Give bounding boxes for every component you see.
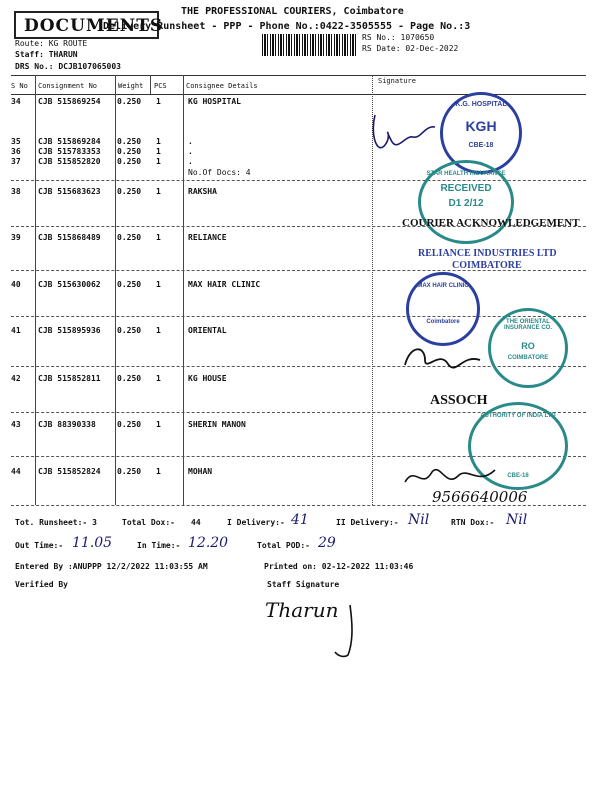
row-consignee: .: [188, 137, 193, 146]
staff-signature-stroke: [330, 600, 370, 660]
health-stamp-top: STAR HEALTH INSURANCE: [426, 171, 506, 177]
row-pcs: 1: [156, 97, 161, 106]
col-pcs: PCS: [154, 82, 167, 90]
row-consignee: .: [188, 157, 193, 166]
row-pcs: 1: [156, 233, 161, 242]
col-sno: S No: [11, 82, 28, 90]
kg-hospital-signature: [365, 95, 445, 165]
staff-signature: Tharun: [265, 598, 339, 622]
kgh-stamp-bottom: CBE-18: [468, 142, 494, 149]
total-dox-value: 44: [191, 518, 201, 527]
row-consignment: CJB 515852824: [38, 467, 101, 476]
oriental-stamp-line3: COIMBATORE: [507, 355, 549, 361]
row-pcs: 1: [156, 467, 161, 476]
row-pcs: 1: [156, 280, 161, 289]
row-sno: 44: [11, 467, 21, 476]
row-consignment: CJB 515869254: [38, 97, 101, 106]
col-consignee: Consignee Details: [186, 82, 258, 90]
table-header-rule: [11, 94, 586, 95]
row-weight: 0.250: [117, 420, 142, 429]
row-consignment: CJB 88390338: [38, 420, 96, 429]
rtn-dox-value: Nil: [506, 512, 528, 528]
route-label: Route: KG ROUTE: [15, 39, 88, 48]
row-consignee: .: [188, 147, 193, 156]
row-pcs: 1: [156, 326, 161, 335]
out-time-label: Out Time:-: [15, 541, 64, 550]
documents-stamp: DOCUMENTS: [14, 11, 159, 39]
col-divider: [115, 75, 116, 505]
row-consignee: KG HOUSE: [188, 374, 227, 383]
row-consignment: CJB 515852820: [38, 157, 101, 166]
row-pcs: 1: [156, 147, 161, 156]
kg-house-note: ASSOCH: [430, 393, 488, 408]
row-sno: 42: [11, 374, 21, 383]
col-weight: Weight: [118, 82, 144, 90]
rtn-dox-label: RTN Dox:-: [451, 518, 495, 527]
row-sno: 38: [11, 187, 21, 196]
i-delivery-value: 41: [291, 512, 309, 528]
entered-by: Entered By :ANUPPP 12/2/2022 11:03:55 AM: [15, 562, 208, 571]
row-consignee: MAX HAIR CLINIC: [188, 280, 261, 289]
oriental-stamp-line2: RO: [521, 341, 535, 351]
row-pcs: 1: [156, 374, 161, 383]
row-weight: 0.250: [117, 137, 142, 146]
courier-ack-stamp: COURIER ACKNOWLEDGEMENT: [402, 217, 580, 229]
runsheet-subtitle: Delivery Runsheet - PPP - Phone No.:0422-3505555 - Page No.:3: [103, 21, 471, 32]
rs-date: RS Date: 02-Dec-2022: [362, 44, 459, 53]
row-consignee: KG HOSPITAL: [188, 97, 241, 106]
authority-stamp-line2: CBE-18: [507, 473, 529, 479]
row-weight: 0.250: [117, 467, 142, 476]
out-time-value: 11.05: [72, 535, 113, 551]
total-dox-label: Total Dox:-: [122, 518, 175, 527]
oriental-stamp-line1: THE ORIENTAL INSURANCE CO.: [503, 319, 552, 331]
i-delivery-label: I Delivery:-: [227, 518, 285, 527]
row-sno: 43: [11, 420, 21, 429]
staff-signature-label: Staff Signature: [267, 580, 340, 589]
company-name: THE PROFESSIONAL COURIERS, Coimbatore: [181, 6, 404, 17]
kgh-stamp-top: K.G. HOSPITAL: [455, 101, 507, 108]
row-sno: 40: [11, 280, 21, 289]
row-pcs: 1: [156, 137, 161, 146]
row-consignment: CJB 515868489: [38, 233, 101, 242]
row-divider: [11, 316, 586, 317]
row-weight: 0.250: [117, 280, 142, 289]
tot-runsheet: Tot. Runsheet:- 3: [15, 518, 97, 527]
drs-number: DRS No.: DCJB107065003: [15, 62, 121, 71]
row-weight: 0.250: [117, 326, 142, 335]
verified-by: Verified By: [15, 580, 68, 589]
max-hair-clinic-stamp: [406, 272, 480, 346]
reliance-stamp-line1: RELIANCE INDUSTRIES LTD: [418, 248, 557, 259]
oriental-signature: [400, 340, 490, 380]
col-divider: [35, 75, 36, 505]
in-time-value: 12.20: [188, 535, 229, 551]
phone-note: 9566640006: [432, 488, 528, 506]
rs-number: RS No.: 1070650: [362, 33, 435, 42]
health-stamp-date: D1 2/12: [448, 198, 484, 209]
row-consignment: CJB 515683623: [38, 187, 101, 196]
in-time-label: In Time:-: [137, 541, 181, 550]
row-weight: 0.250: [117, 97, 142, 106]
row-weight: 0.250: [117, 147, 142, 156]
row-sno: 39: [11, 233, 21, 242]
col-signature: Signature: [378, 77, 416, 85]
authority-stamp-line1: AUTHORITY OF INDIA LTD: [480, 413, 556, 419]
row-consignee: ORIENTAL: [188, 326, 227, 335]
total-pod-label: Total POD:-: [257, 541, 310, 550]
table-top-rule: [11, 75, 586, 76]
row-sno: 37: [11, 157, 21, 166]
health-insurance-stamp: [418, 160, 514, 244]
max-stamp-top: MAX HAIR CLINIC: [417, 283, 469, 289]
row-pcs: 1: [156, 157, 161, 166]
row-consignment: CJB 515852811: [38, 374, 101, 383]
row-sno: 36: [11, 147, 21, 156]
reliance-stamp-line2: COIMBATORE: [452, 260, 522, 271]
row-sno: 35: [11, 137, 21, 146]
row-pcs: 1: [156, 420, 161, 429]
ii-delivery-label: II Delivery:-: [336, 518, 399, 527]
row-sno: 41: [11, 326, 21, 335]
health-stamp-received: RECEIVED: [440, 183, 492, 194]
row-consignee: RELIANCE: [188, 233, 227, 242]
kgh-stamp-mid: KGH: [465, 118, 497, 134]
staff-label: Staff: THARUN: [15, 50, 78, 59]
total-pod-value: 29: [318, 535, 336, 551]
row-consignee: SHERIN MANON: [188, 420, 246, 429]
row-consignment: CJB 515783353: [38, 147, 101, 156]
ii-delivery-value: Nil: [408, 512, 430, 528]
row-consignment: CJB 515895936: [38, 326, 101, 335]
max-stamp-bottom: Coimbatore: [426, 319, 460, 325]
no-of-docs: No.Of Docs: 4: [188, 168, 251, 177]
row-sno: 34: [11, 97, 21, 106]
col-divider: [183, 75, 184, 505]
row-consignee: MOHAN: [188, 467, 213, 476]
row-weight: 0.250: [117, 374, 142, 383]
row-pcs: 1: [156, 187, 161, 196]
col-divider: [150, 75, 151, 95]
col-consignment: Consignment No: [38, 82, 98, 90]
row-weight: 0.250: [117, 157, 142, 166]
printed-on: Printed on: 02-12-2022 11:03:46: [264, 562, 414, 571]
row-consignee: RAKSHA: [188, 187, 217, 196]
oriental-stamp: [488, 308, 568, 388]
row-consignment: CJB 515630062: [38, 280, 101, 289]
barcode: [262, 34, 358, 56]
row-weight: 0.250: [117, 233, 142, 242]
row-consignment: CJB 515869284: [38, 137, 101, 146]
row-weight: 0.250: [117, 187, 142, 196]
